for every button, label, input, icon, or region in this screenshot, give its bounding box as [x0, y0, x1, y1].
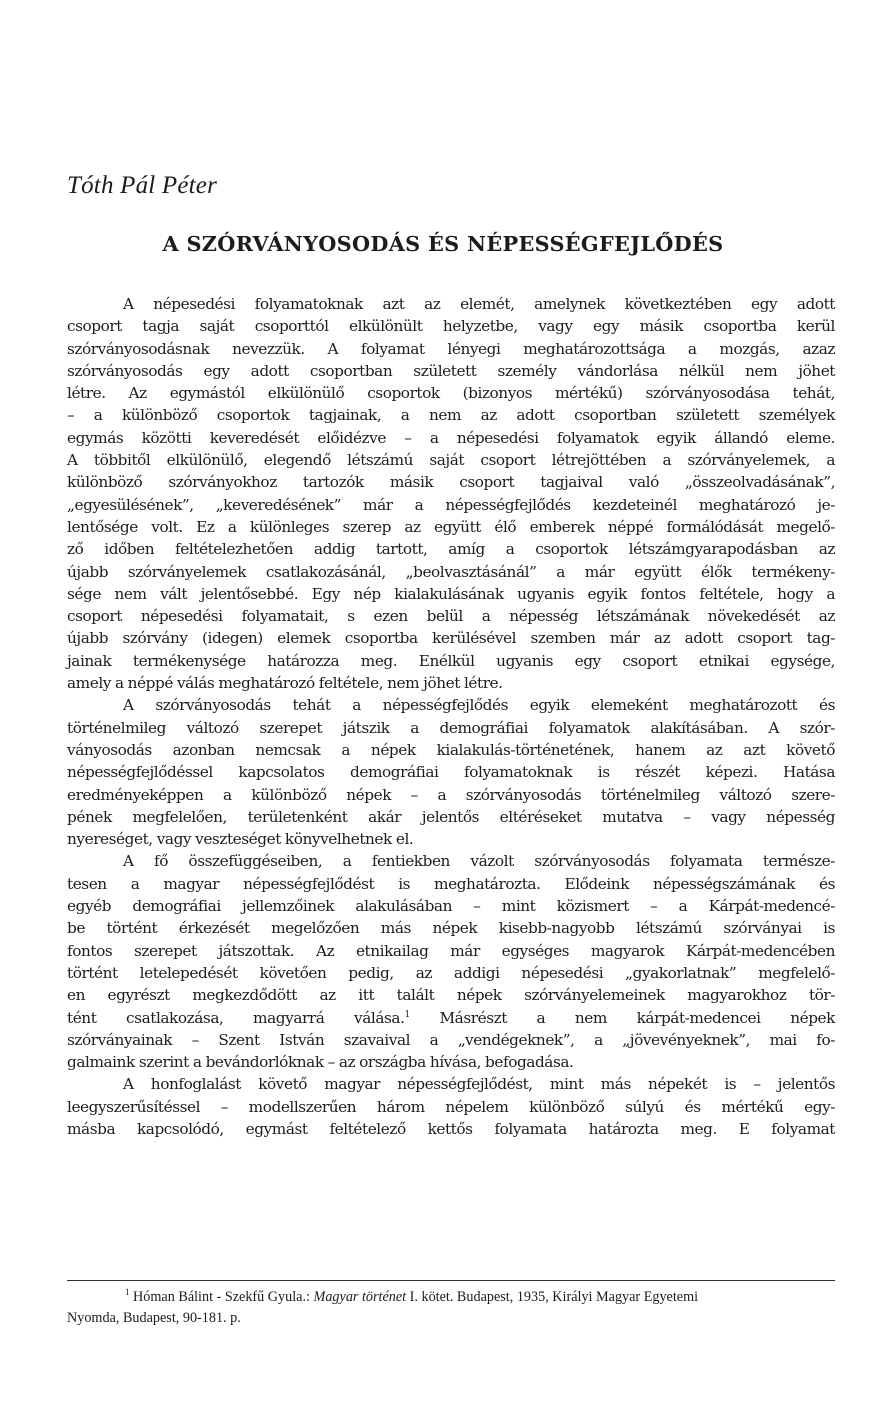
body-line: létre. Az egymástól elkülönülő csoportok (bizonyos mértékű) szórványosodása tehát,	[67, 384, 835, 403]
body-line: másba kapcsolódó, egymást feltételező kettős folyamata határozta meg. E folyamat	[67, 1119, 835, 1138]
body-line: en egyrészt megkezdődött az itt talált népek szórványelemeinek magyarokhoz tör-	[67, 986, 835, 1005]
body-line: A szórványosodás tehát a népességfejlődés egyik elemeként meghatározott és	[123, 696, 835, 715]
body-line: egyéb demográfiai jellemzőinek alakulásában – mint közismert – a Kárpát-medencé-	[67, 897, 835, 916]
body-line: A honfoglalást követő magyar népességfejlődést, mint más népekét is – jelentős	[123, 1075, 835, 1094]
body-line: leegyszerűsítéssel – modellszerűen három népelem különböző súlyú és mértékű egy-	[67, 1097, 835, 1116]
body-line: történelmileg változó szerepet játszik a demográfiai folyamatok alakításában. A szór-	[67, 718, 835, 737]
article-title: A SZÓRVÁNYOSODÁS ÉS NÉPESSÉGFEJLŐDÉS	[162, 231, 724, 256]
footnote-divider	[67, 1280, 835, 1281]
body-line: egymás közötti keveredését előidézve – a népesedési folyamatok egyik állandó eleme.	[67, 428, 835, 447]
footnote-line: Nyomda, Budapest, 90-181. p.	[67, 1310, 241, 1326]
body-line: fontos szerepet játszottak. Az etnikailag már egységes magyarok Kárpát-medencében	[67, 941, 835, 960]
body-line-head: tént csatlakozása, magyarrá válása.	[67, 1008, 405, 1027]
body-line-with-footnote-ref	[67, 1007, 835, 1029]
body-line: újabb szórvány (idegen) elemek csoportba kerülésével szemben már az adott csoport tag-	[67, 629, 835, 648]
body-line: „egyesülésének”, „keveredésének” már a népességfejlődés kezdeteinél meghatározó je-	[67, 495, 835, 514]
body-line: A többitől elkülönülő, elegendő létszámú saját csoport létrejöttében a szórványelemek, a	[67, 451, 835, 470]
body-line: be történt érkezését megelőzően más népek kisebb-nagyobb létszámú szórványai is	[67, 919, 835, 938]
body-line: ványosodás azonban nemcsak a népek kialakulás-történetének, hanem az azt követő	[67, 740, 835, 759]
body-line: szórványainak – Szent István szavaival a „vendégeknek”, a „jövevényeknek”, mai fo-	[67, 1030, 835, 1049]
body-line: A népesedési folyamatoknak azt az elemét, amelynek következtében egy adott	[123, 295, 835, 313]
body-line: lentősége volt. Ez a különleges szerep az együtt élő emberek néppé formálódását megelő-	[67, 517, 835, 536]
body-line: újabb szórványelemek csatlakozásánál, „beolvasztásánál” a már együtt élők termékeny-	[67, 562, 835, 581]
body-line: tesen a magyar népességfejlődést is meghatározta. Elődeink népességszámának és	[67, 874, 835, 893]
body-line: eredményeképpen a különböző népek – a szórványosodás történelmileg változó szere-	[67, 785, 835, 804]
footnote-book-title: Magyar történet	[313, 1289, 407, 1305]
body-line: sége nem vált jelentősebbé. Egy nép kialakulásának ugyanis egyik fontos feltétele, hogy a	[67, 584, 835, 603]
body-line: jainak termékenysége határozza meg. Enélkül ugyanis egy csoport etnikai egysége,	[67, 651, 835, 670]
body-line: ző időben feltételezhetően addig tartott, amíg a csoportok létszámgyarapodásban az	[67, 540, 835, 559]
author-name: Tóth Pál Péter	[67, 172, 218, 199]
body-line: csoport népesedési folyamatait, s ezen belül a népesség létszámának növekedését az	[67, 607, 835, 626]
body-line: amely a néppé válás meghatározó feltétele, nem jöhet létre.	[67, 674, 503, 693]
footnote-line	[67, 1287, 835, 1308]
body-line: nyereséget, vagy veszteséget könyvelhetnek el.	[67, 830, 414, 849]
body-line: különböző szórványokhoz tartozók másik csoport tagjaival való „összeolvadásának”,	[67, 473, 835, 492]
body-line: pének megfelelően, területenként akár jelentős eltéréseket mutatva – vagy népesség	[67, 807, 835, 826]
body-line: történt letelepedését követően pedig, az addigi népesedési „gyakorlatnak” megfelelő-	[67, 963, 835, 982]
body-line: A fő összefüggéseiben, a fentiekben vázolt szórványosodás folyamata természe-	[123, 852, 835, 871]
body-line: galmaink szerint a bevándorlóknak – az országba hívása, befogadása.	[67, 1053, 574, 1072]
body-line-tail: Másrészt a nem kárpát-medencei népek	[409, 1008, 835, 1027]
body-line: szórványosodás egy adott csoportban született személy vándorlása nélkül nem jöhet	[67, 361, 835, 380]
footnote-marker: 1	[125, 1287, 130, 1297]
article-body	[67, 293, 835, 1140]
footnote	[67, 1287, 835, 1329]
body-line: csoport tagja saját csoporttól elkülönült helyzetbe, vagy egy másik csoportba kerül	[67, 317, 835, 336]
body-line: népességfejlődéssel kapcsolatos demográfiai folyamatoknak is részét képezi. Hatása	[67, 763, 835, 782]
footnote-details: I. kötet. Budapest, 1935, Királyi Magyar Egyetemi	[409, 1289, 699, 1305]
body-line: szórványosodásnak nevezzük. A folyamat lényegi meghatározottsága a mozgás, azaz	[67, 339, 835, 358]
footnote-reference[interactable]: 1	[404, 1009, 410, 1020]
footnote-authors: Hóman Bálint - Szekfű Gyula.:	[133, 1289, 310, 1305]
body-line: – a különböző csoportok tagjainak, a nem az adott csoportban született személyek	[67, 406, 835, 425]
